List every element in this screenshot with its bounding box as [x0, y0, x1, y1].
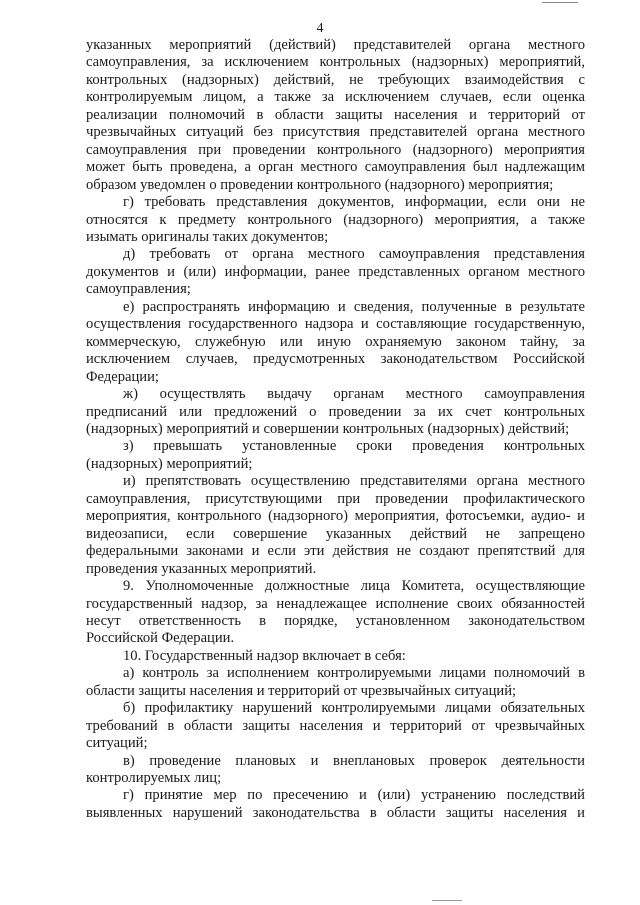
paragraph-item-z	[86, 438, 585, 473]
text-line: з) превышать установленные сроки проведения контрольных	[123, 438, 585, 455]
text-line: самоуправления, присутствующими при проведении профилактического	[86, 490, 585, 507]
text-line: ситуаций;	[86, 735, 148, 752]
text-line: изымать оригиналы таких документов;	[86, 228, 329, 245]
text-line: и) препятствовать осуществлению представителями органа местного	[123, 473, 585, 490]
paragraph-item-10a	[86, 665, 585, 700]
text-line: в) проведение плановых и внеплановых проверок деятельности	[123, 752, 585, 769]
text-line: контролируемым лицом, а также за исключением случаев, если оценка	[86, 89, 585, 106]
text-line: а) контроль за исполнением контролируемыми лицами полномочий в	[123, 665, 585, 682]
paragraph-section-10	[86, 648, 585, 665]
text-line: выявленных нарушений законодательства в области защиты населения и	[86, 804, 585, 821]
text-line: Федерации;	[86, 368, 159, 385]
paragraph-section-9	[86, 578, 585, 648]
page-number: 4	[316, 21, 324, 36]
text-line: видеозаписи, если совершение указанных действий не запрещено	[86, 525, 585, 542]
text-line: документов и (или) информации, ранее представленных органом местного	[86, 263, 585, 280]
text-line: требований в области защиты населения и территорий от чрезвычайных	[86, 717, 585, 734]
paragraph-item-d	[86, 246, 585, 298]
paragraph-item-g	[86, 194, 585, 246]
text-line: г) принятие мер по пресечению и (или) устранению последствий	[123, 787, 585, 804]
text-line: государственный надзор, за ненадлежащее исполнение своих обязанностей	[86, 595, 585, 612]
text-line: может быть проведена, а орган местного самоуправления был надлежащим	[86, 159, 585, 176]
text-line: осуществления государственного надзора и составляющие государственную,	[86, 316, 585, 333]
text-line: указанных мероприятий (действий) представителей органа местного	[86, 37, 585, 53]
paragraph-item-e	[86, 299, 585, 386]
paragraph-item-zh	[86, 386, 585, 438]
paragraph-item-i	[86, 473, 585, 578]
scan-mark-top	[542, 2, 578, 3]
text-line: (надзорных) мероприятий;	[86, 455, 253, 472]
text-line: г) требовать представления документов, информации, если они не	[123, 194, 585, 211]
text-line: е) распространять информацию и сведения, полученные в результате	[123, 298, 585, 315]
scan-mark-bottom	[432, 900, 462, 901]
text-line: ж) осуществлять выдачу органам местного самоуправления	[123, 386, 585, 403]
text-line: самоуправления;	[86, 281, 191, 298]
text-line: чрезвычайных ситуаций без присутствия представителей органа местного	[86, 124, 585, 141]
text-line: образом уведомлен о проведении контрольного (надзорного) мероприятия;	[86, 176, 554, 193]
text-line: б) профилактику нарушений контролируемыми лицами обязательных	[123, 700, 585, 717]
text-line: исключением случаев, предусмотренных законодательством Российской	[86, 351, 585, 368]
text-line: контролируемых лиц;	[86, 770, 222, 787]
paragraph-item-10v	[86, 753, 585, 788]
text-line: 9. Уполномоченные должностные лица Комитета, осуществляющие	[123, 578, 585, 595]
text-line: д) требовать от органа местного самоуправления представления	[123, 246, 585, 263]
text-line: реализации полномочий в области защиты населения и территорий от	[86, 106, 585, 123]
text-line: самоуправления при проведении контрольного (надзорного) мероприятия	[86, 141, 585, 158]
text-line: мероприятия, контрольного (надзорного) мероприятия, фотосъемки, аудио- и	[86, 508, 585, 525]
text-line: проведения указанных мероприятий.	[86, 560, 317, 577]
text-line: несут ответственность в порядке, установленном законодательством	[86, 612, 585, 629]
paragraph-item-10g	[86, 787, 585, 822]
text-line: коммерческую, служебную или иную охраняемую законом тайну, за	[86, 333, 585, 350]
text-line: Российской Федерации.	[86, 630, 235, 647]
text-line: самоуправления, за исключением контрольных (надзорных) мероприятий,	[86, 54, 585, 71]
text-line: относятся к предмету контрольного (надзорного) мероприятия, а также	[86, 211, 585, 228]
text-line: 10. Государственный надзор включает в себя:	[123, 647, 406, 664]
text-line: федеральными законами и если эти действия не создают препятствий для	[86, 543, 585, 560]
text-line: контрольных (надзорных) действий, не требующих взаимодействия с	[86, 71, 585, 88]
text-line: предписаний или предложений о проведении за их счет контрольных	[86, 403, 585, 420]
document-body	[86, 37, 585, 822]
paragraph-continuation	[86, 37, 585, 194]
text-line: (надзорных) мероприятий и совершении контрольных (надзорных) действий;	[86, 420, 570, 437]
text-line: области защиты населения и территорий от чрезвычайных ситуаций;	[86, 682, 517, 699]
paragraph-item-10b	[86, 700, 585, 752]
